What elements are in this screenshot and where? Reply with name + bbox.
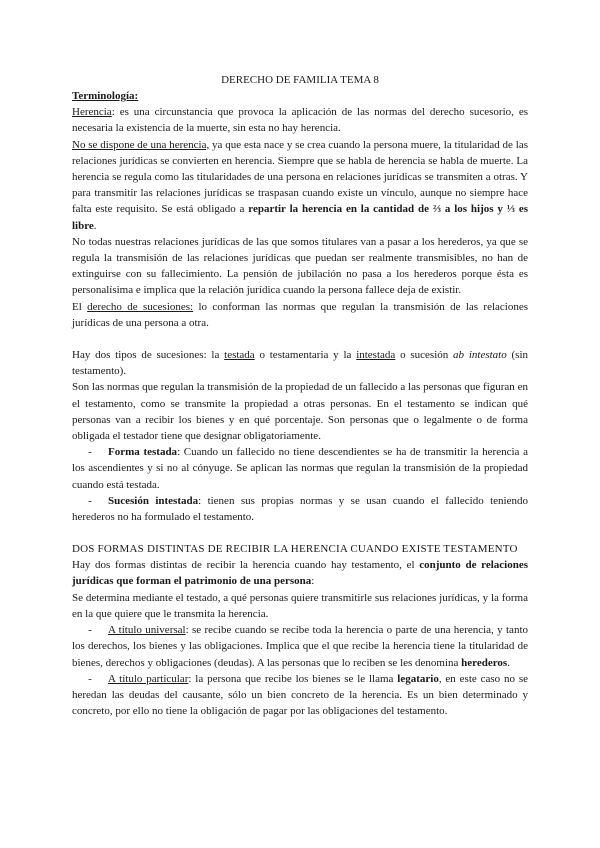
dash-marker: - <box>88 494 92 507</box>
dash-marker: - <box>88 446 92 459</box>
list-item-titulo-particular <box>72 671 528 720</box>
list-item-titulo-universal <box>72 622 528 671</box>
text-end: (sin testamento). <box>72 349 529 378</box>
text-mid: o testamentaria y la <box>254 349 357 362</box>
text-sucesion-intestada: : tienen sus propias normas y se usan cuando el fallecido teniendo herederos no ha formulado el testamento. <box>72 494 528 524</box>
text-end: . <box>93 219 97 232</box>
bold-legatario: legatario <box>397 672 439 685</box>
spacer <box>72 525 528 541</box>
dash-marker: - <box>88 672 92 685</box>
text-titulo-particular: : la persona que recibe los bienes se le llama <box>188 672 398 685</box>
paragraph-derecho-sucesiones <box>72 299 528 331</box>
text-end: : <box>311 575 315 588</box>
document-title: DERECHO DE FAMILIA TEMA 8 <box>221 74 379 86</box>
dash-marker: - <box>88 624 92 637</box>
paragraph-herencia <box>72 104 528 136</box>
term-testada: testada <box>224 349 255 362</box>
text-derecho-sucesiones: lo conforman las normas que regulan la transmisión de las relaciones jurídicas de una persona a otra. <box>72 300 528 329</box>
text-mid: o sucesión <box>395 349 454 362</box>
list-item-forma-testada <box>72 444 528 493</box>
bold-sucesion-intestada: Sucesión intestada <box>108 494 199 507</box>
text-dos-formas: Hay dos formas distintas de recibir la herencia cuando hay testamento, el <box>72 559 420 572</box>
list-item-sucesion-intestada <box>72 493 528 525</box>
text-forma-testada: : Cuando un fallecido no tiene descendientes se ha de transmitir la herencia a los ascendientes y si no al cónyuge. Se aplican las normas que regulan la transmisión de la propiedad cuando está testada. <box>72 446 528 491</box>
term-no-dispone: No se dispone de una herencia, <box>72 138 210 151</box>
paragraph-relaciones: No todas nuestras relaciones jurídicas de las que somos titulares van a pasar a los herederos, ya que se regula la transmisión de las relaciones jurídicas que puedan ser realmente transmisibles, no han de extinguirse con su fallecimiento. La pensión de jubilación no pasa a los herederos porque ésta es personalísima e implica que la relación jurídica cuando la persona fallece deja de existir. <box>72 235 528 297</box>
term-derecho-sucesiones: derecho de sucesiones: <box>87 300 194 313</box>
paragraph-normas: Son las normas que regulan la transmisión de la propiedad de un fallecido a las personas que figuran en el testamento, como se transmite la propiedad a otras personas. En el testamento se indican qué personas van a recibir los bienes y en qué porcentaje. Son personas que o legalmente o de forma obligada el testador tiene que designar obligatoriamente. <box>72 381 528 443</box>
term-titulo-particular: A título particular <box>108 672 189 685</box>
term-herencia: Herencia <box>72 106 112 119</box>
text-no-dispone: ya que esta nace y se crea cuando la persona muere, la titularidad de las relaciones jurídicas se convierten en herencia. Siempre que se habla de herencia se habla de muerte. La herencia se regula como las titularidades de una persona en relaciones jurídicas se transmiten a otras. Y para transmitir las relaciones jurídicas se traspasan cuando existe un vínculo, aunque no siempre hace falta este requisito. Se está obligado a <box>72 138 528 216</box>
text-titulo-universal: : se recibe cuando se recibe toda la herencia o parte de una herencia, y tanto los derechos, los bienes y las obligaciones. Implica que el que recibe la herencia tiene la titularidad de bienes, derechos y obligaciones (deudas). A las personas que lo reciben se les denomina <box>72 624 528 669</box>
bold-conjunto: conjunto de relaciones jurídicas que forman el patrimonio de una persona <box>72 559 528 588</box>
bold-reparto: repartir la herencia en la cantidad de ⅔ a los hijos y ⅓ es libre <box>72 203 528 232</box>
italic-ab-intestato: ab intestato <box>453 349 507 362</box>
bold-forma-testada: Forma testada <box>108 446 178 459</box>
paragraph-dos-formas <box>72 557 528 589</box>
section-heading-dos-formas: DOS FORMAS DISTINTAS DE RECIBIR LA HERENCIA CUANDO EXISTE TESTAMENTO <box>72 543 518 556</box>
text-pre: Hay dos tipos de sucesiones: la <box>72 349 225 362</box>
text-pre: El <box>72 300 88 313</box>
term-titulo-universal: A título universal <box>108 624 186 637</box>
terminology-label: Terminología: <box>72 90 139 102</box>
text-end: , en este caso no se heredan las deudas del causante, sólo un bien concreto de la herencia. Es un bien determinado y concreto, por ello no tiene la obligación de pagar por las obligaciones del testamento. <box>72 672 528 718</box>
paragraph-tipos-sucesiones <box>72 347 528 379</box>
paragraph-determina: Se determina mediante el testado, a qué personas quiere transmitirle sus relaciones jurídicas, y la forma en la que quiere que le transmita la herencia. <box>72 591 528 620</box>
text-end: . <box>507 656 510 669</box>
text-herencia: : es una circunstancia que provoca la aplicación de las normas del derecho sucesorio, es necesaria la existencia de la muerte, sin esta no hay herencia. <box>72 106 528 135</box>
spacer <box>72 331 528 347</box>
terminology-heading <box>72 88 528 104</box>
paragraph-no-dispone <box>72 137 528 234</box>
term-intestada: intestada <box>356 349 396 362</box>
bold-herederos: herederos <box>461 656 508 669</box>
